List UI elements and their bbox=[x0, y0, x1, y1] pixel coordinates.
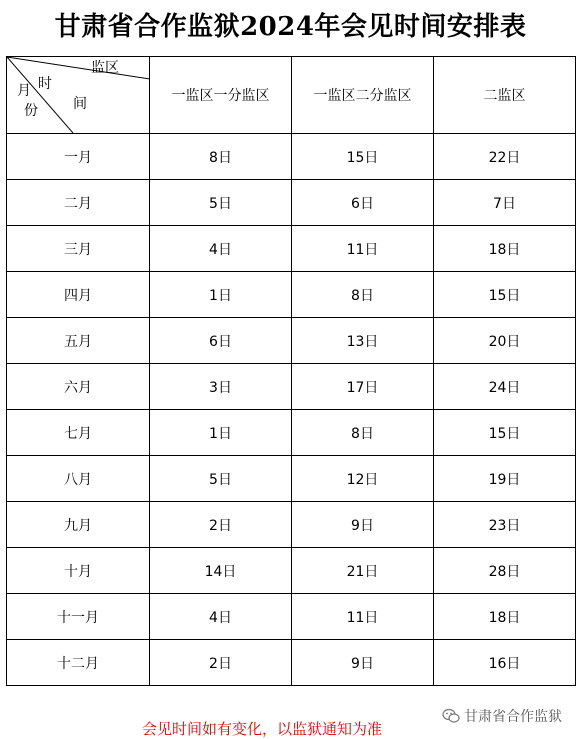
date-cell: 3日 bbox=[150, 364, 292, 410]
month-cell: 六月 bbox=[7, 364, 150, 410]
table-header-row bbox=[7, 57, 576, 134]
column-header: 一监区一分监区 bbox=[150, 57, 292, 134]
date-cell: 14日 bbox=[150, 548, 292, 594]
table-row bbox=[7, 134, 576, 180]
date-cell: 8日 bbox=[292, 410, 434, 456]
date-cell: 23日 bbox=[434, 502, 576, 548]
date-cell: 22日 bbox=[434, 134, 576, 180]
date-cell: 9日 bbox=[292, 640, 434, 686]
month-cell: 九月 bbox=[7, 502, 150, 548]
date-cell: 24日 bbox=[434, 364, 576, 410]
month-cell: 五月 bbox=[7, 318, 150, 364]
date-cell: 5日 bbox=[150, 456, 292, 502]
date-cell: 8日 bbox=[150, 134, 292, 180]
date-cell: 7日 bbox=[434, 180, 576, 226]
table-row bbox=[7, 318, 576, 364]
column-header: 一监区二分监区 bbox=[292, 57, 434, 134]
table-row bbox=[7, 502, 576, 548]
date-cell: 1日 bbox=[150, 272, 292, 318]
watermark-text: 甘肃省合作监狱 bbox=[464, 709, 562, 725]
table-row bbox=[7, 272, 576, 318]
corner-label-time-1: 时 bbox=[38, 76, 52, 92]
month-cell: 四月 bbox=[7, 272, 150, 318]
table-row bbox=[7, 364, 576, 410]
date-cell: 5日 bbox=[150, 180, 292, 226]
date-cell: 13日 bbox=[292, 318, 434, 364]
date-cell: 4日 bbox=[150, 226, 292, 272]
date-cell: 17日 bbox=[292, 364, 434, 410]
date-cell: 15日 bbox=[292, 134, 434, 180]
date-cell: 21日 bbox=[292, 548, 434, 594]
date-cell: 2日 bbox=[150, 640, 292, 686]
date-cell: 8日 bbox=[292, 272, 434, 318]
wechat-icon bbox=[442, 708, 460, 724]
corner-label-month-2: 份 bbox=[24, 103, 38, 119]
page-title: 甘肃省合作监狱2024年会见时间安排表 bbox=[54, 12, 527, 42]
month-cell: 二月 bbox=[7, 180, 150, 226]
table-row bbox=[7, 640, 576, 686]
month-cell: 七月 bbox=[7, 410, 150, 456]
table-row bbox=[7, 226, 576, 272]
date-cell: 11日 bbox=[292, 226, 434, 272]
date-cell: 6日 bbox=[292, 180, 434, 226]
table-row bbox=[7, 456, 576, 502]
month-cell: 一月 bbox=[7, 134, 150, 180]
date-cell: 18日 bbox=[434, 594, 576, 640]
date-cell: 6日 bbox=[150, 318, 292, 364]
corner-label-time-2: 间 bbox=[73, 96, 87, 112]
date-cell: 20日 bbox=[434, 318, 576, 364]
column-header: 二监区 bbox=[434, 57, 576, 134]
schedule-table bbox=[6, 56, 576, 686]
watermark bbox=[442, 706, 562, 726]
corner-label-month-1: 月 bbox=[17, 83, 31, 99]
month-cell: 十一月 bbox=[7, 594, 150, 640]
corner-label-prison-area: 监区 bbox=[91, 60, 119, 76]
diagonal-header-cell bbox=[7, 57, 150, 134]
date-cell: 4日 bbox=[150, 594, 292, 640]
date-cell: 1日 bbox=[150, 410, 292, 456]
table-row bbox=[7, 594, 576, 640]
date-cell: 28日 bbox=[434, 548, 576, 594]
date-cell: 11日 bbox=[292, 594, 434, 640]
date-cell: 15日 bbox=[434, 410, 576, 456]
month-cell: 十二月 bbox=[7, 640, 150, 686]
date-cell: 12日 bbox=[292, 456, 434, 502]
table-row bbox=[7, 410, 576, 456]
date-cell: 18日 bbox=[434, 226, 576, 272]
table-row bbox=[7, 180, 576, 226]
month-cell: 三月 bbox=[7, 226, 150, 272]
date-cell: 19日 bbox=[434, 456, 576, 502]
month-cell: 八月 bbox=[7, 456, 150, 502]
table-row bbox=[7, 548, 576, 594]
date-cell: 2日 bbox=[150, 502, 292, 548]
date-cell: 16日 bbox=[434, 640, 576, 686]
date-cell: 15日 bbox=[434, 272, 576, 318]
footer-note: 会见时间如有变化，以监狱通知为准 bbox=[142, 720, 383, 738]
month-cell: 十月 bbox=[7, 548, 150, 594]
date-cell: 9日 bbox=[292, 502, 434, 548]
